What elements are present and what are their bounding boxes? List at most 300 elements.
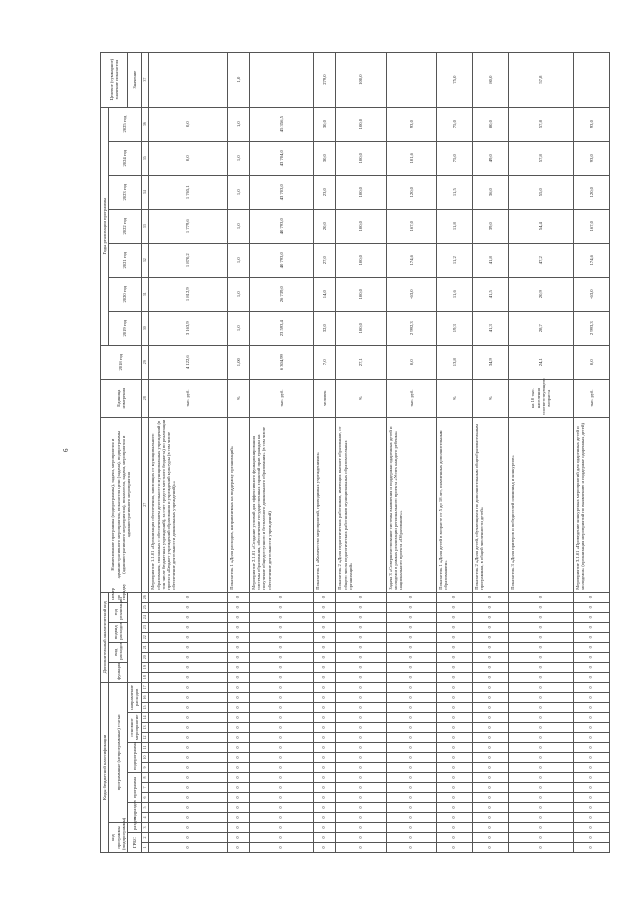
direction-header: направление расходов	[128, 682, 142, 712]
row-year-value: 120,0	[573, 175, 609, 209]
code-cell: 0	[573, 843, 609, 853]
code-cell: 0	[509, 803, 573, 813]
code-cell: 0	[436, 642, 472, 652]
table-row	[249, 52, 313, 852]
row-year-value: 1 870,2	[149, 243, 227, 277]
code-cell: 0	[149, 703, 227, 713]
code-cell: 0	[386, 592, 436, 602]
code-cell: 0	[473, 833, 509, 843]
code-cell: 0	[386, 682, 436, 692]
row-year-value: 11,6	[436, 277, 472, 311]
dop-b-header: вид расходов	[109, 642, 128, 662]
code-cell: 0	[336, 783, 386, 793]
table-row	[436, 52, 472, 852]
code-cell: 0	[473, 632, 509, 642]
code-cell: 0	[473, 672, 509, 682]
code-cell: 0	[227, 662, 249, 672]
code-cell: 0	[573, 793, 609, 803]
column-number: 13	[141, 723, 149, 733]
year-header-2021: 2021 год	[109, 243, 141, 277]
code-cell: 0	[249, 622, 313, 632]
row-year-value: 100,0	[336, 243, 386, 277]
code-cell: 0	[573, 803, 609, 813]
code-cell: 0	[249, 773, 313, 783]
code-cell: 0	[249, 682, 313, 692]
code-cell: 0	[149, 672, 227, 682]
row-year-value: 100,0	[336, 277, 386, 311]
code-cell: 0	[473, 813, 509, 823]
code-cell: 0	[314, 632, 336, 642]
page-number: 6	[62, 448, 70, 452]
code-cell: 0	[314, 682, 336, 692]
code-cell: 0	[249, 723, 313, 733]
code-cell: 0	[573, 592, 609, 602]
table-row	[386, 52, 436, 852]
code-cell: 0	[509, 823, 573, 833]
code-cell: 0	[436, 622, 472, 632]
code-cell: 0	[473, 773, 509, 783]
row-year-value: 1,0	[227, 243, 249, 277]
code-cell: 0	[336, 753, 386, 763]
code-cell: 0	[314, 602, 336, 612]
column-number: 14	[141, 713, 149, 723]
row-year-value: 57,8	[509, 107, 573, 141]
code-cell: 0	[336, 843, 386, 853]
code-cell: 0	[314, 763, 336, 773]
code-cell: 0	[249, 602, 313, 612]
code-cell: 0	[436, 763, 472, 773]
row-year-value: 101,6	[386, 141, 436, 175]
code-cell: 0	[227, 602, 249, 612]
row-2018-value: 27,1	[336, 345, 386, 379]
code-cell: 0	[227, 763, 249, 773]
code-cell: 0	[386, 843, 436, 853]
column-number: 16	[141, 693, 149, 703]
pr-header: подраздел	[128, 803, 142, 823]
column-number: 27	[141, 417, 149, 592]
code-cell: 0	[573, 612, 609, 622]
code-cell: 0	[386, 632, 436, 642]
row-year-value: 41,8	[473, 243, 509, 277]
row-year-value: 93,0	[573, 141, 609, 175]
code-cell: 0	[336, 703, 386, 713]
code-cell: 0	[314, 803, 336, 813]
code-cell: 0	[336, 793, 386, 803]
year-2018-header: 2018 год	[101, 345, 142, 379]
column-number: 20	[141, 652, 149, 662]
code-cell: 0	[314, 823, 336, 833]
code-cell: 0	[336, 763, 386, 773]
code-cell: 0	[436, 733, 472, 743]
code-cell: 0	[473, 703, 509, 713]
row-name: Показатель 1 «Доля расходов, направляемых на поддержку организаций»	[227, 417, 249, 592]
name-header: Наименование программы (подпрограммы), задачи, мероприятия и административного мероприятия, показателя цели (задачи), подпрограммы (административного мероприятия), показателя, задачи, мероприятия и административного мероприятия	[101, 417, 142, 592]
row-unit: тыс. руб.	[249, 379, 313, 417]
row-name: Показатель 2 «Доля детей, обучающихся по дополнительным общеобразовательным программам, в общей численности детей»	[473, 417, 509, 592]
row-name: Показатель 3 «Доля призеров и победителей олимпиад и конкурсов»	[509, 417, 573, 592]
code-cell: 0	[314, 813, 336, 823]
code-cell: 0	[249, 662, 313, 672]
code-cell: 0	[509, 753, 573, 763]
year-header-2023: 2023 год	[109, 175, 141, 209]
code-cell: 0	[473, 843, 509, 853]
row-year-value: 20,9	[509, 277, 573, 311]
code-cell: 0	[573, 703, 609, 713]
code-cell: 0	[314, 793, 336, 803]
code-cell: 0	[149, 803, 227, 813]
code-cell: 0	[573, 763, 609, 773]
row-final-value: 100,0	[336, 52, 386, 107]
code-cell: 0	[149, 662, 227, 672]
row-year-value: 0,0	[149, 107, 227, 141]
code-cell: 0	[227, 823, 249, 833]
row-unit: тыс. руб.	[149, 379, 227, 417]
code-cell: 0	[336, 833, 386, 843]
code-cell: 0	[149, 682, 227, 692]
column-number: 21	[141, 642, 149, 652]
code-cell: 0	[149, 602, 227, 612]
code-cell: 0	[227, 803, 249, 813]
code-cell: 0	[473, 713, 509, 723]
code-cell: 0	[149, 733, 227, 743]
row-unit: %	[336, 379, 386, 417]
code-cell: 0	[149, 612, 227, 622]
code-cell: 0	[227, 743, 249, 753]
code-cell: 0	[336, 743, 386, 753]
code-cell: 0	[314, 612, 336, 622]
row-unit: %	[473, 379, 509, 417]
code-cell: 0	[336, 773, 386, 783]
code-cell: 0	[509, 743, 573, 753]
column-number: 22	[141, 632, 149, 642]
column-number: 15	[141, 703, 149, 713]
column-number: 2	[141, 833, 149, 843]
code-cell: 0	[249, 763, 313, 773]
column-number: 18	[141, 672, 149, 682]
code-cell: 0	[249, 642, 313, 652]
code-cell: 0	[336, 602, 386, 612]
code-cell: 0	[249, 612, 313, 622]
code-cell: 0	[436, 652, 472, 662]
code-cell: 0	[436, 773, 472, 783]
column-number: 4	[141, 813, 149, 823]
code-cell: 0	[227, 592, 249, 602]
code-cell: 0	[509, 642, 573, 652]
row-year-value: 55,0	[509, 175, 573, 209]
code-cell: 0	[573, 743, 609, 753]
code-cell: 0	[149, 592, 227, 602]
row-year-value: 11,8	[436, 209, 472, 243]
code-cell: 0	[473, 652, 509, 662]
code-cell: 0	[436, 672, 472, 682]
dop-c-header: подвид расходов	[109, 622, 128, 642]
row-year-value: 41,5	[473, 277, 509, 311]
code-cell: 0	[149, 843, 227, 853]
row-year-value: 54,4	[509, 209, 573, 243]
code-cell: 0	[336, 823, 386, 833]
program-code-sub-header: программные (непрограммные) статьи	[109, 682, 128, 822]
row-final-value: 1,0	[227, 52, 249, 107]
row-year-value: 1,0	[227, 311, 249, 345]
year-header-2025: 2025 год	[109, 107, 141, 141]
row-year-value: 1,0	[227, 107, 249, 141]
code-cell: 0	[386, 823, 436, 833]
code-cell: 0	[249, 703, 313, 713]
row-year-value: 11,2	[436, 243, 472, 277]
row-year-value: 41,3	[473, 311, 509, 345]
column-number: 31	[141, 277, 149, 311]
row-year-value: 40 793,0	[249, 243, 313, 277]
extra-code-sub-header	[128, 592, 142, 682]
code-cell: 0	[436, 662, 472, 672]
code-cell: 0	[149, 693, 227, 703]
row-year-value: 93,0	[386, 107, 436, 141]
row-year-value: 1,0	[227, 175, 249, 209]
code-cell: 0	[436, 743, 472, 753]
code-cell: 0	[249, 632, 313, 642]
code-cell: 0	[509, 733, 573, 743]
row-name: Мероприятие 3.1.01 «Проведение конкурсных мероприятий для одаренных детей и молодежи» (организация мероприятий по выявлению и поддержке одаренных детей)	[573, 417, 609, 592]
row-final-value: 279,0	[314, 52, 336, 107]
code-cell: 0	[336, 622, 386, 632]
row-name: Мероприятие 1.1.01 «Организация обеспечения, зависящих от муниципального образования, связанных с обеспечением деятельности муниципальных учреждений (в том числе бюджетных учреждений), за счет средств местного бюджета) по реализации проекта «Бюджет учреждений образования и учреждений культуры (в том числе обеспечение деятельности дошкольных учреждений)»»	[149, 417, 227, 592]
code-cell: 0	[436, 803, 472, 813]
row-name: Задача 3 «Совершенствование системы выявления и поддержки одаренных детей и молодежи в рамках реализации регионального проекта «Успех каждого ребенка» национального проекта «Образование»»	[386, 417, 436, 592]
program-header: программа	[128, 773, 142, 803]
code-cell: 0	[573, 672, 609, 682]
column-number-row	[141, 52, 149, 852]
code-cell: 0	[336, 662, 386, 672]
code-cell: 0	[573, 682, 609, 692]
row-year-value: 26 739,0	[249, 277, 313, 311]
code-cell: 0	[314, 723, 336, 733]
dop-e-header: номер по порядку	[109, 592, 128, 602]
rz-header: раздел	[128, 823, 142, 833]
row-year-value: 174,6	[573, 243, 609, 277]
column-number: 34	[141, 175, 149, 209]
row-2018-value: 7,0	[314, 345, 336, 379]
row-final-value: 75,0	[436, 52, 472, 107]
code-cell: 0	[227, 632, 249, 642]
column-number: 6	[141, 793, 149, 803]
code-cell: 0	[386, 813, 436, 823]
code-cell: 0	[573, 632, 609, 642]
code-cell: 0	[473, 743, 509, 753]
code-cell: 0	[227, 753, 249, 763]
code-cell: 0	[386, 652, 436, 662]
code-cell: 0	[473, 723, 509, 733]
row-year-value: 1 779,6	[149, 209, 227, 243]
code-cell: 0	[249, 652, 313, 662]
code-cell: 0	[509, 672, 573, 682]
row-final-value	[386, 52, 436, 107]
code-cell: 0	[473, 753, 509, 763]
column-number: 1	[141, 843, 149, 853]
code-cell: 0	[436, 612, 472, 622]
column-number: 17	[141, 682, 149, 692]
code-cell: 0	[436, 843, 472, 853]
column-number: 23	[141, 622, 149, 632]
code-cell: 0	[573, 662, 609, 672]
code-cell: 0	[436, 703, 472, 713]
code-cell: 0	[249, 813, 313, 823]
code-cell: 0	[227, 652, 249, 662]
row-unit: человек	[314, 379, 336, 417]
dop-d-header: год реализации	[109, 602, 128, 622]
code-cell: 0	[436, 592, 472, 602]
code-cell: 0	[249, 713, 313, 723]
code-cell: 0	[149, 763, 227, 773]
code-cell: 0	[314, 622, 336, 632]
year-header-2019: 2019 год	[109, 311, 141, 345]
row-year-value: 32,0	[314, 311, 336, 345]
code-cell: 0	[509, 763, 573, 773]
row-year-value: 100,0	[336, 107, 386, 141]
code-cell: 0	[386, 622, 436, 632]
column-number: 19	[141, 662, 149, 672]
code-cell: 0	[149, 713, 227, 723]
code-cell: 0	[573, 602, 609, 612]
code-cell: 0	[386, 693, 436, 703]
code-cell: 0	[249, 743, 313, 753]
column-number: 29	[141, 345, 149, 379]
code-cell: 0	[509, 612, 573, 622]
code-cell: 0	[473, 763, 509, 773]
code-cell: 0	[386, 723, 436, 733]
row-year-value: -63,0	[386, 277, 436, 311]
code-cell: 0	[336, 723, 386, 733]
code-cell: 0	[386, 672, 436, 682]
code-cell: 0	[436, 682, 472, 692]
code-cell: 0	[227, 713, 249, 723]
row-final-value	[573, 52, 609, 107]
row-year-value: -63,0	[573, 277, 609, 311]
column-number: 25	[141, 602, 149, 612]
code-cell: 0	[249, 843, 313, 853]
row-year-value: 2 993,3	[573, 311, 609, 345]
code-cell: 0	[436, 783, 472, 793]
row-year-value: 47,2	[509, 243, 573, 277]
code-cell: 0	[149, 642, 227, 652]
table-row	[509, 52, 573, 852]
code-cell: 0	[336, 642, 386, 652]
code-cell: 0	[314, 652, 336, 662]
code-cell: 0	[386, 773, 436, 783]
code-cell: 0	[509, 592, 573, 602]
row-year-value: 120,0	[386, 175, 436, 209]
subprogram-header: подпрограмма	[128, 743, 142, 773]
row-year-value: 36,0	[473, 175, 509, 209]
code-cell: 0	[509, 652, 573, 662]
code-cell: 0	[473, 612, 509, 622]
code-cell: 0	[249, 833, 313, 843]
row-2018-value: 13,8	[436, 345, 472, 379]
row-year-value: 43 704,0	[249, 141, 313, 175]
row-year-value: 27,0	[314, 243, 336, 277]
table-row	[149, 52, 227, 852]
row-year-value: 80,0	[473, 107, 509, 141]
program-indicators-table	[100, 52, 610, 853]
code-cell: 0	[249, 733, 313, 743]
column-number: 24	[141, 612, 149, 622]
table-row	[314, 52, 336, 852]
row-year-value: 2 992,3	[386, 311, 436, 345]
year-header-2020: 2020 год	[109, 277, 141, 311]
row-2018-value: 24,1	[509, 345, 573, 379]
code-cell: 0	[336, 813, 386, 823]
year-header-2022: 2022 год	[109, 209, 141, 243]
code-cell: 0	[573, 652, 609, 662]
column-number: 10	[141, 753, 149, 763]
code-cell: 0	[509, 662, 573, 672]
code-cell: 0	[314, 833, 336, 843]
code-cell: 0	[149, 773, 227, 783]
code-cell: 0	[227, 682, 249, 692]
code-cell: 0	[227, 773, 249, 783]
code-cell: 0	[249, 672, 313, 682]
column-number: 11	[141, 743, 149, 753]
row-year-value: 20,0	[314, 209, 336, 243]
row-year-value: 100,0	[336, 141, 386, 175]
code-cell: 0	[314, 672, 336, 682]
code-cell: 0	[573, 723, 609, 733]
code-cell: 0	[386, 753, 436, 763]
code-cell: 0	[386, 703, 436, 713]
main-event-header: основное мероприятие	[128, 713, 142, 743]
code-cell: 0	[314, 783, 336, 793]
code-cell: 0	[149, 753, 227, 763]
code-cell: 0	[386, 793, 436, 803]
row-year-value: 43 703,0	[249, 175, 313, 209]
row-year-value: 19,3	[436, 311, 472, 345]
code-cell: 0	[249, 793, 313, 803]
code-cell: 0	[436, 753, 472, 763]
code-cell: 0	[509, 602, 573, 612]
row-year-value: 167,0	[386, 209, 436, 243]
row-year-value: 3 163,9	[149, 311, 227, 345]
code-cell: 0	[436, 602, 472, 612]
code-cell: 0	[436, 833, 472, 843]
table-row	[336, 52, 386, 852]
row-2018-value: 1,00	[227, 345, 249, 379]
row-year-value: 100,0	[336, 175, 386, 209]
code-cell: 0	[509, 632, 573, 642]
row-name: Показатель 1 «Доля детей в возрасте от 5 до 18 лет, охваченных дополнительным образованием»	[436, 417, 472, 592]
code-cell: 0	[149, 793, 227, 803]
code-cell: 0	[386, 642, 436, 652]
code-cell: 0	[509, 693, 573, 703]
code-cell: 0	[473, 642, 509, 652]
row-year-value: 23,0	[314, 175, 336, 209]
code-cell: 0	[314, 662, 336, 672]
row-final-value	[149, 52, 227, 107]
code-cell: 0	[436, 632, 472, 642]
code-cell: 0	[386, 733, 436, 743]
code-cell: 0	[436, 713, 472, 723]
code-cell: 0	[473, 783, 509, 793]
code-cell: 0	[386, 713, 436, 723]
row-year-value: 100,0	[336, 209, 386, 243]
code-cell: 0	[573, 823, 609, 833]
code-cell: 0	[509, 793, 573, 803]
code-cell: 0	[149, 632, 227, 642]
code-cell: 0	[336, 682, 386, 692]
code-cell: 0	[249, 693, 313, 703]
row-year-value: 30,0	[314, 107, 336, 141]
column-number: 12	[141, 733, 149, 743]
row-year-value: 1,0	[227, 141, 249, 175]
code-cell: 0	[314, 773, 336, 783]
